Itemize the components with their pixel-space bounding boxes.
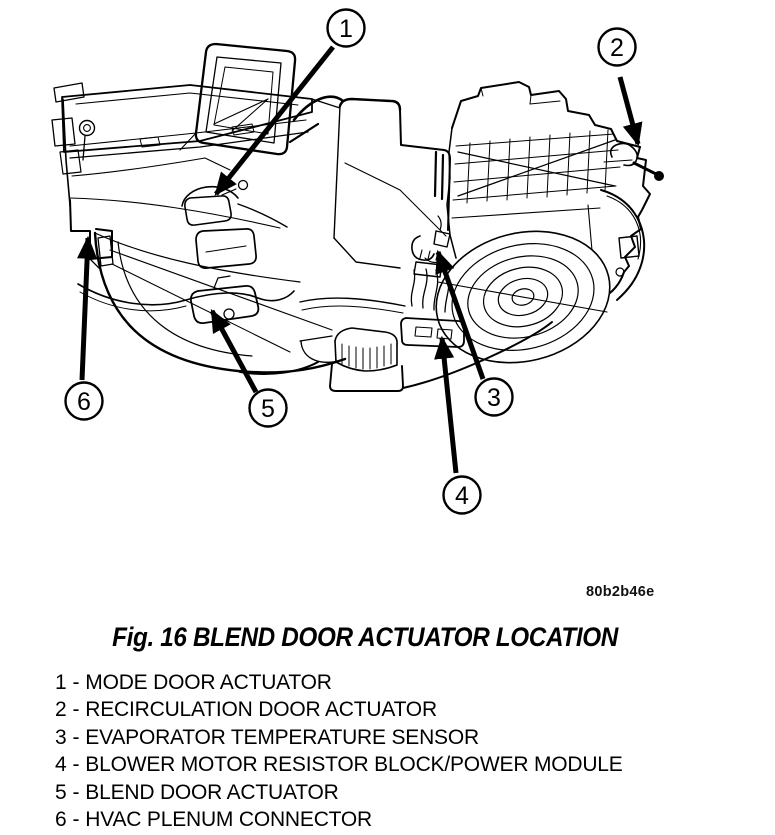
callout-1-number: 1 — [339, 15, 353, 43]
legend-item-4 — [55, 751, 623, 778]
legend-item-label: EVAPORATOR TEMPERATURE SENSOR — [85, 725, 479, 749]
legend-item-number: 5 — [55, 780, 67, 804]
callout-1-arrow — [216, 47, 333, 194]
legend-item-label: HVAC PLENUM CONNECTOR — [85, 807, 373, 831]
evaporator-temperature-sensor — [412, 216, 450, 263]
heater-core-tray — [62, 85, 340, 228]
legend-item-separator: - — [72, 725, 80, 749]
center-housing — [290, 97, 450, 268]
callout-4-arrow — [442, 338, 456, 473]
mode-door-actuator — [182, 181, 287, 228]
callout-4-number: 4 — [455, 482, 469, 510]
callout-2-number: 2 — [610, 34, 624, 62]
floor-duct — [240, 328, 403, 391]
legend-item-number: 6 — [55, 807, 67, 831]
legend-item-label: MODE DOOR ACTUATOR — [85, 671, 332, 694]
legend-item-6 — [55, 806, 623, 833]
legend-item-number: 2 — [55, 698, 67, 722]
legend-item-separator: - — [72, 753, 80, 777]
legend-item-5 — [55, 779, 623, 806]
legend-item-separator: - — [72, 698, 80, 722]
legend-item-1 — [55, 669, 623, 696]
callout-6-number: 6 — [77, 388, 91, 416]
hvac-plenum-connector — [70, 200, 113, 268]
legend-item-number: 4 — [55, 753, 67, 777]
legend-item-2 — [55, 696, 623, 723]
legend-item-number: 1 — [55, 671, 67, 694]
diagram-line-art — [52, 44, 664, 391]
housing-pocket — [196, 229, 256, 268]
legend-item-label: BLEND DOOR ACTUATOR — [85, 780, 339, 804]
legend-item-separator: - — [72, 807, 80, 831]
legend-item-separator: - — [72, 780, 80, 804]
recirculation-door-actuator — [604, 143, 664, 180]
figure-title: Fig. 16 BLEND DOOR ACTUATOR LOCATION — [112, 622, 618, 652]
callout-6-arrow — [82, 238, 88, 380]
legend-list — [55, 669, 623, 833]
callout-5-number: 5 — [261, 395, 275, 423]
legend-item-separator: - — [72, 671, 80, 694]
legend-item-3 — [55, 724, 623, 751]
figure-code: 80b2b46e — [586, 584, 655, 600]
callout-3-number: 3 — [487, 384, 501, 412]
legend-item-label: RECIRCULATION DOOR ACTUATOR — [85, 698, 437, 722]
legend-item-label: BLOWER MOTOR RESISTOR BLOCK/POWER MODULE — [85, 753, 623, 777]
legend-item-number: 3 — [55, 725, 67, 749]
callout-2-arrow — [620, 77, 638, 144]
